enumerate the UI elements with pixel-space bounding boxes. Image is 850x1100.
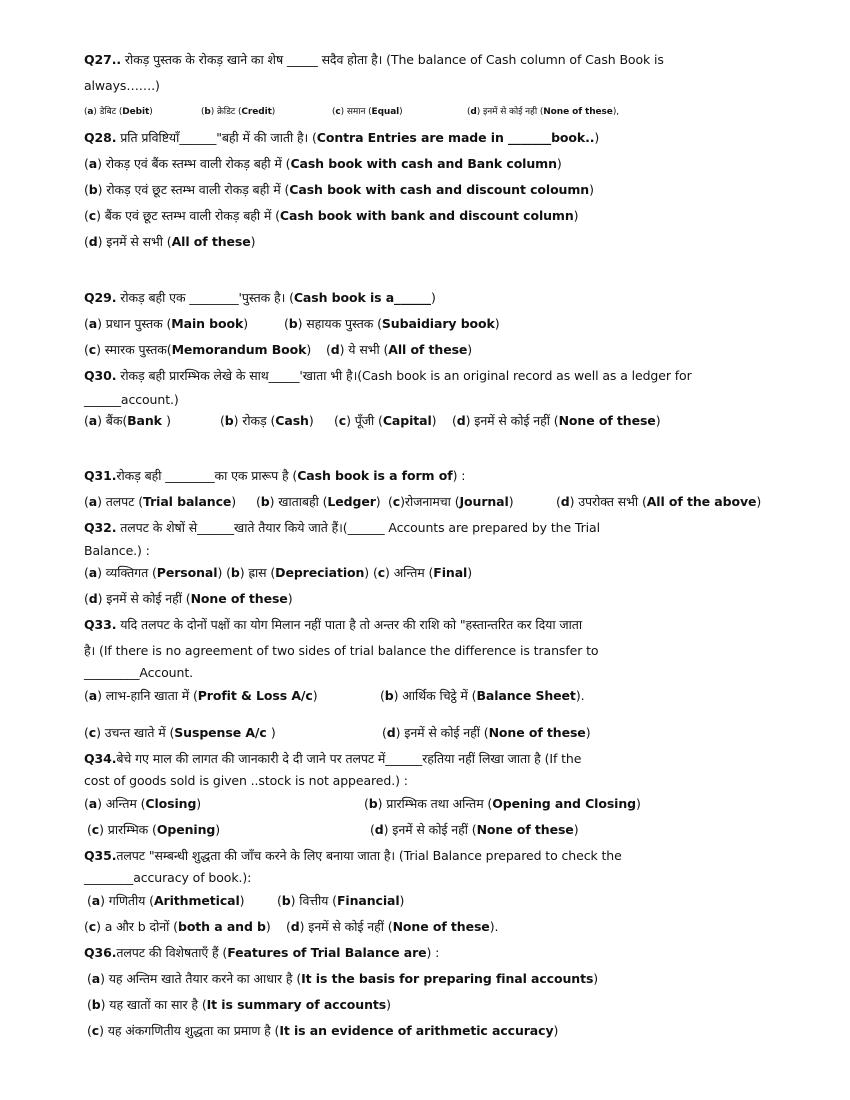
q34-question: Q34.बेचे गए माल की लागत की जानकारी दे दी जाने पर तलपट में______रहतिया नहीं लिखा जाता है (If the — [84, 751, 582, 766]
q35-options-row2 — [84, 919, 604, 935]
q27-option-b: (b) क्रेडिट (Credit) — [201, 107, 276, 117]
q35-option-b: (b) वित्तीय (Financial) — [277, 893, 405, 908]
q31-options — [84, 494, 764, 510]
q29-option-b: (b) सहायक पुस्तक (Subaidiary book) — [284, 316, 500, 331]
q33-option-c: (c) उचन्त खाते में (Suspense A/c ) — [84, 725, 276, 740]
q32-option-d: (d) इनमें से कोई नहीं (None of these) — [84, 591, 293, 606]
q31-option-b: (b) खाताबही (Ledger) — [256, 494, 381, 509]
q30-options — [84, 413, 724, 429]
q30-option-a: (a) बैंक(Bank ) — [84, 413, 171, 428]
q34-option-a: (a) अन्तिम (Closing) — [84, 796, 202, 811]
q36-question: Q36.तलपट की विशेषताएँ हैं (Features of Trial Balance are) : — [84, 945, 440, 960]
q36-option-c: (c) यह अंकगणितीय शुद्धता का प्रमाण है (It is an evidence of arithmetic accuracy) — [87, 1023, 559, 1038]
q33-question: Q33. यदि तलपट के दोनों पक्षों का योग मिलान नहीं पाता है तो अन्तर की राशि को "हस्तान्तरित कर दिया जाता — [84, 617, 583, 632]
q31-option-d: (d) उपरोक्त सभी (All of the above) — [556, 494, 762, 509]
q34-option-b: (b) प्रारम्भिक तथा अन्तिम (Opening and Closing) — [364, 796, 641, 811]
q30-option-b: (b) रोकड़ (Cash) — [220, 413, 314, 428]
q28-option-d: (d) इनमें से सभी (All of these) — [84, 234, 256, 249]
q32-options-abc: (a) व्यक्तिगत (Personal) (b) ह्रास (Depreciation) (c) अन्तिम (Final) — [84, 565, 473, 580]
q29-option-a: (a) प्रधान पुस्तक (Main book) — [84, 316, 248, 331]
q34-option-c: (c) प्रारम्भिक (Opening) — [87, 822, 221, 837]
q34-question-cont: cost of goods sold is given ..stock is not appeared.) : — [84, 773, 408, 788]
q34-options-row2 — [87, 822, 707, 838]
q29-options-row1 — [84, 316, 684, 332]
q36-option-a: (a) यह अन्तिम खाते तैयार करने का आधार है (It is the basis for preparing final accounts) — [87, 971, 599, 986]
q33-question-cont: है। (If there is no agreement of two sides of trial balance the difference is transfer to — [84, 643, 599, 658]
q31-option-c: (c)रोजनामचा (Journal) — [388, 494, 514, 509]
q29-options-row2 — [84, 342, 684, 358]
q27-question: Q27.. रोकड़ पुस्तक के रोकड़ खाने का शेष _____ सदैव होता है। (The balance of Cash column of Cash Book is — [84, 52, 664, 67]
q32-question-cont: Balance.) : — [84, 543, 150, 558]
q29-question: Q29. रोकड़ बही एक ________'पुस्तक है। (Cash book is a______) — [84, 290, 436, 305]
q33-option-d: (d) इनमें से कोई नहीं (None of these) — [382, 725, 591, 740]
q35-question: Q35.तलपट "सम्बन्धी शुद्धता की जाँच करने के लिए बनाया जाता है। (Trial Balance prepared to check the — [84, 848, 622, 863]
q29-option-d: (d) ये सभी (All of these) — [326, 342, 473, 357]
q28-question: Q28. प्रति प्रविष्टियाँ______"बही में की जाती है। (Contra Entries are made in _______book..) — [84, 130, 600, 145]
q31-option-a: (a) तलपट (Trial balance) — [84, 494, 237, 509]
q32-question: Q32. तलपट के शेषों से______खाते तैयार किये जाते हैं।(______ Accounts are prepared by the Trial — [84, 520, 600, 535]
q34-options-row1 — [84, 796, 704, 812]
q33-option-a: (a) लाभ-हानि खाता में (Profit & Loss A/c) — [84, 688, 318, 703]
q28-option-c: (c) बैंक एवं छूट स्तम्भ वाली रोकड़ बही में (Cash book with bank and discount column) — [84, 208, 579, 223]
q27-options — [84, 104, 784, 120]
q28-option-b: (b) रोकड़ एवं छूट स्तम्भ वाली रोकड़ बही में (Cash book with cash and discount coloumn) — [84, 182, 594, 197]
q30-option-d: (d) इनमें से कोई नहीं (None of these) — [452, 413, 661, 428]
q29-option-c: (c) स्मारक पुस्तक(Memorandum Book) — [84, 342, 312, 357]
q35-option-d: (d) इनमें से कोई नहीं (None of these). — [286, 919, 499, 934]
q33-option-b: (b) आर्थिक चिट्ठे में (Balance Sheet). — [380, 688, 585, 703]
q35-question-cont: ________accuracy of book.): — [84, 870, 252, 885]
q30-option-c: (c) पूँजी (Capital) — [334, 413, 437, 428]
q27-option-c: (c) समान (Equal) — [332, 107, 403, 117]
q34-option-d: (d) इनमें से कोई नहीं (None of these) — [370, 822, 579, 837]
q35-option-a: (a) गणितीय (Arithmetical) — [87, 893, 245, 908]
q35-options-row1 — [87, 893, 607, 909]
q30-question: Q30. रोकड़ बही प्रारम्भिक लेखे के साथ_____'खाता भी है।(Cash book is an original record as well as a ledger for — [84, 368, 692, 383]
q35-option-c: (c) a और b दोनों (both a and b) — [84, 919, 271, 934]
q27-option-a: (a) डेबिट (Debit) — [84, 107, 153, 117]
q33-question-cont2: _________Account. — [84, 665, 193, 680]
q36-option-b: (b) यह खातों का सार है (It is summary of accounts) — [87, 997, 391, 1012]
q33-options-row1 — [84, 688, 684, 704]
q31-question: Q31.रोकड़ बही ________का एक प्रारूप है (Cash book is a form of) : — [84, 468, 466, 483]
q27-question-cont: always…….) — [84, 78, 160, 93]
q33-options-row2 — [84, 725, 684, 741]
q27-option-d: (d) इनमें से कोई नही (None of these), — [467, 107, 620, 117]
q30-question-cont: ______account.) — [84, 392, 179, 407]
q28-option-a: (a) रोकड़ एवं बैंक स्तम्भ वाली रोकड़ बही में (Cash book with cash and Bank column) — [84, 156, 562, 171]
